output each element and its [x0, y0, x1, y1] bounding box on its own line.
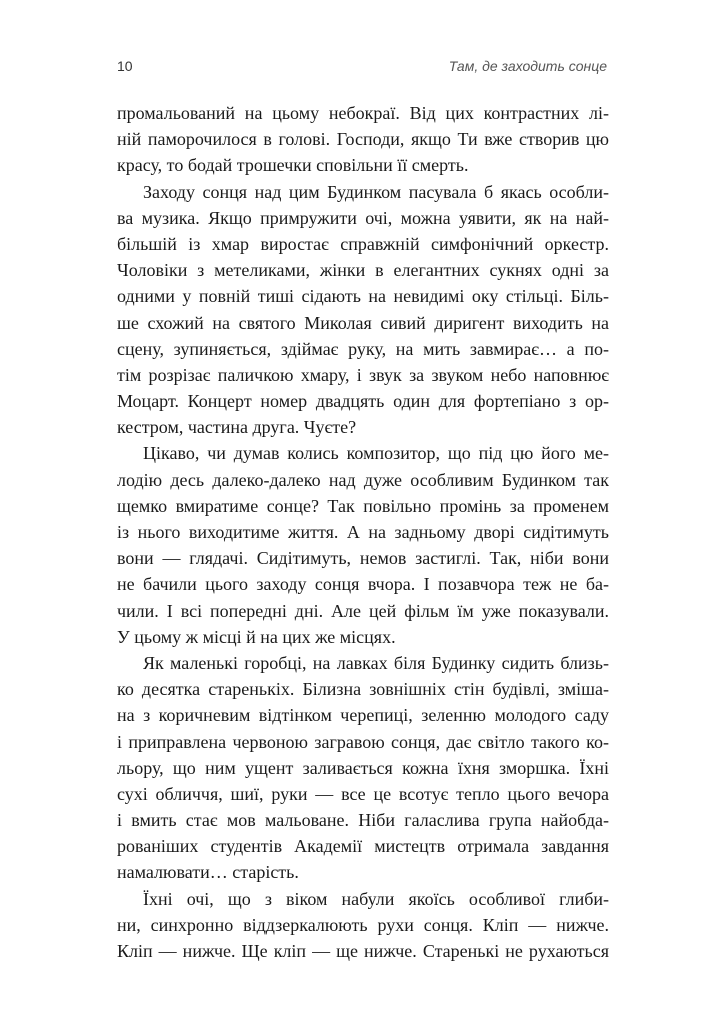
text-line: ни, синхронно віддзеркалюють рухи сонця. Кліп — нижче.: [117, 914, 609, 935]
text-line: і вмить стає мов мальоване. Ніби галаслива група найобда-: [117, 810, 609, 831]
text-line: сцену, зупиняється, здіймає руку, на мить завмирає… а по-: [117, 338, 609, 359]
text-line: вони — глядачі. Сидітимуть, немов застиглі. Так, ніби вони: [117, 548, 609, 569]
text-line: сухі обличчя, шиї, руки — все це всотує тепло цього вечора: [117, 783, 609, 804]
text-line: чили. І всі попередні дні. Але цей фільм їм уже показували.: [117, 600, 609, 621]
text-line: рованіших студентів Академії мистецтв отримала завдання: [117, 836, 609, 857]
page-number: 10: [117, 58, 133, 74]
text-line: ва музика. Якщо примружити очі, можна уявити, як на най-: [117, 207, 609, 228]
text-line: ше схожий на святого Миколая сивий диригент виходить на: [117, 312, 609, 333]
text-line: лодію десь далеко-далеко над дуже особливим Будинком так: [117, 469, 609, 490]
text-line: красу, то бодай трошечки сповільни її смерть.: [117, 155, 469, 176]
text-line: більшій із хмар виростає справжній симфонічний оркестр.: [117, 233, 609, 254]
text-line: промальований на цьому небокраї. Від цих контрастних лі-: [117, 103, 609, 123]
text-line: Чоловіки з метеликами, жінки в елегантних сукнях одні за: [117, 260, 609, 281]
text-line: Як маленькі горобці, на лавках біля Будинку сидить близь-: [143, 652, 609, 673]
text-line: тім розрізає паличкою хмару, і звук за звуком небо наповнює: [117, 364, 609, 385]
text-line: не бачили цього заходу сонця вчора. І позавчора теж не ба-: [117, 574, 609, 595]
text-line: Цікаво, чи думав колись композитор, що під цю його ме-: [143, 443, 609, 464]
text-line: ній паморочилося в голові. Господи, якщо Ти вже створив цю: [117, 129, 609, 150]
body-text: [117, 100, 609, 964]
text-line: і приправлена червоною загравою сонця, дає світло такого ко-: [117, 731, 609, 752]
text-line: Моцарт. Концерт номер двадцять один для фортепіано з ор-: [117, 391, 609, 412]
text-line: із нього виходитиме життя. А на задньому дворі сидітимуть: [117, 522, 609, 542]
running-head: [117, 58, 607, 82]
text-line: одними у повній тиші сідають на невидимі оку стільці. Біль-: [117, 286, 609, 307]
running-title: Там, де заходить сонце: [448, 58, 607, 74]
text-line: на з коричневим відтінком черепиці, зеленню молодого саду: [117, 705, 609, 726]
text-line: Кліп — нижче. Ще кліп — ще нижче. Старенькі не рухаються: [117, 941, 609, 961]
text-line: намалювати… старість.: [117, 862, 299, 883]
text-line: ко десятка старенькіх. Білизна зовнішніх стін будівлі, змішa-: [117, 679, 609, 700]
text-line: льору, що ним ущент заливається кожна їхня зморшка. Їхні: [117, 757, 609, 778]
text-line: Заходу сонця над цим Будинком пасувала б якась особли-: [143, 181, 609, 202]
text-line: Їхні очі, що з віком набули якоїсь особливої глиби-: [143, 888, 609, 909]
text-line: У цьому ж місці й на цих же місцях.: [117, 626, 396, 647]
text-line: кестром, частина друга. Чуєте?: [117, 417, 357, 438]
text-line: щемко вмиратиме сонце? Так повільно промінь за променем: [117, 495, 609, 516]
